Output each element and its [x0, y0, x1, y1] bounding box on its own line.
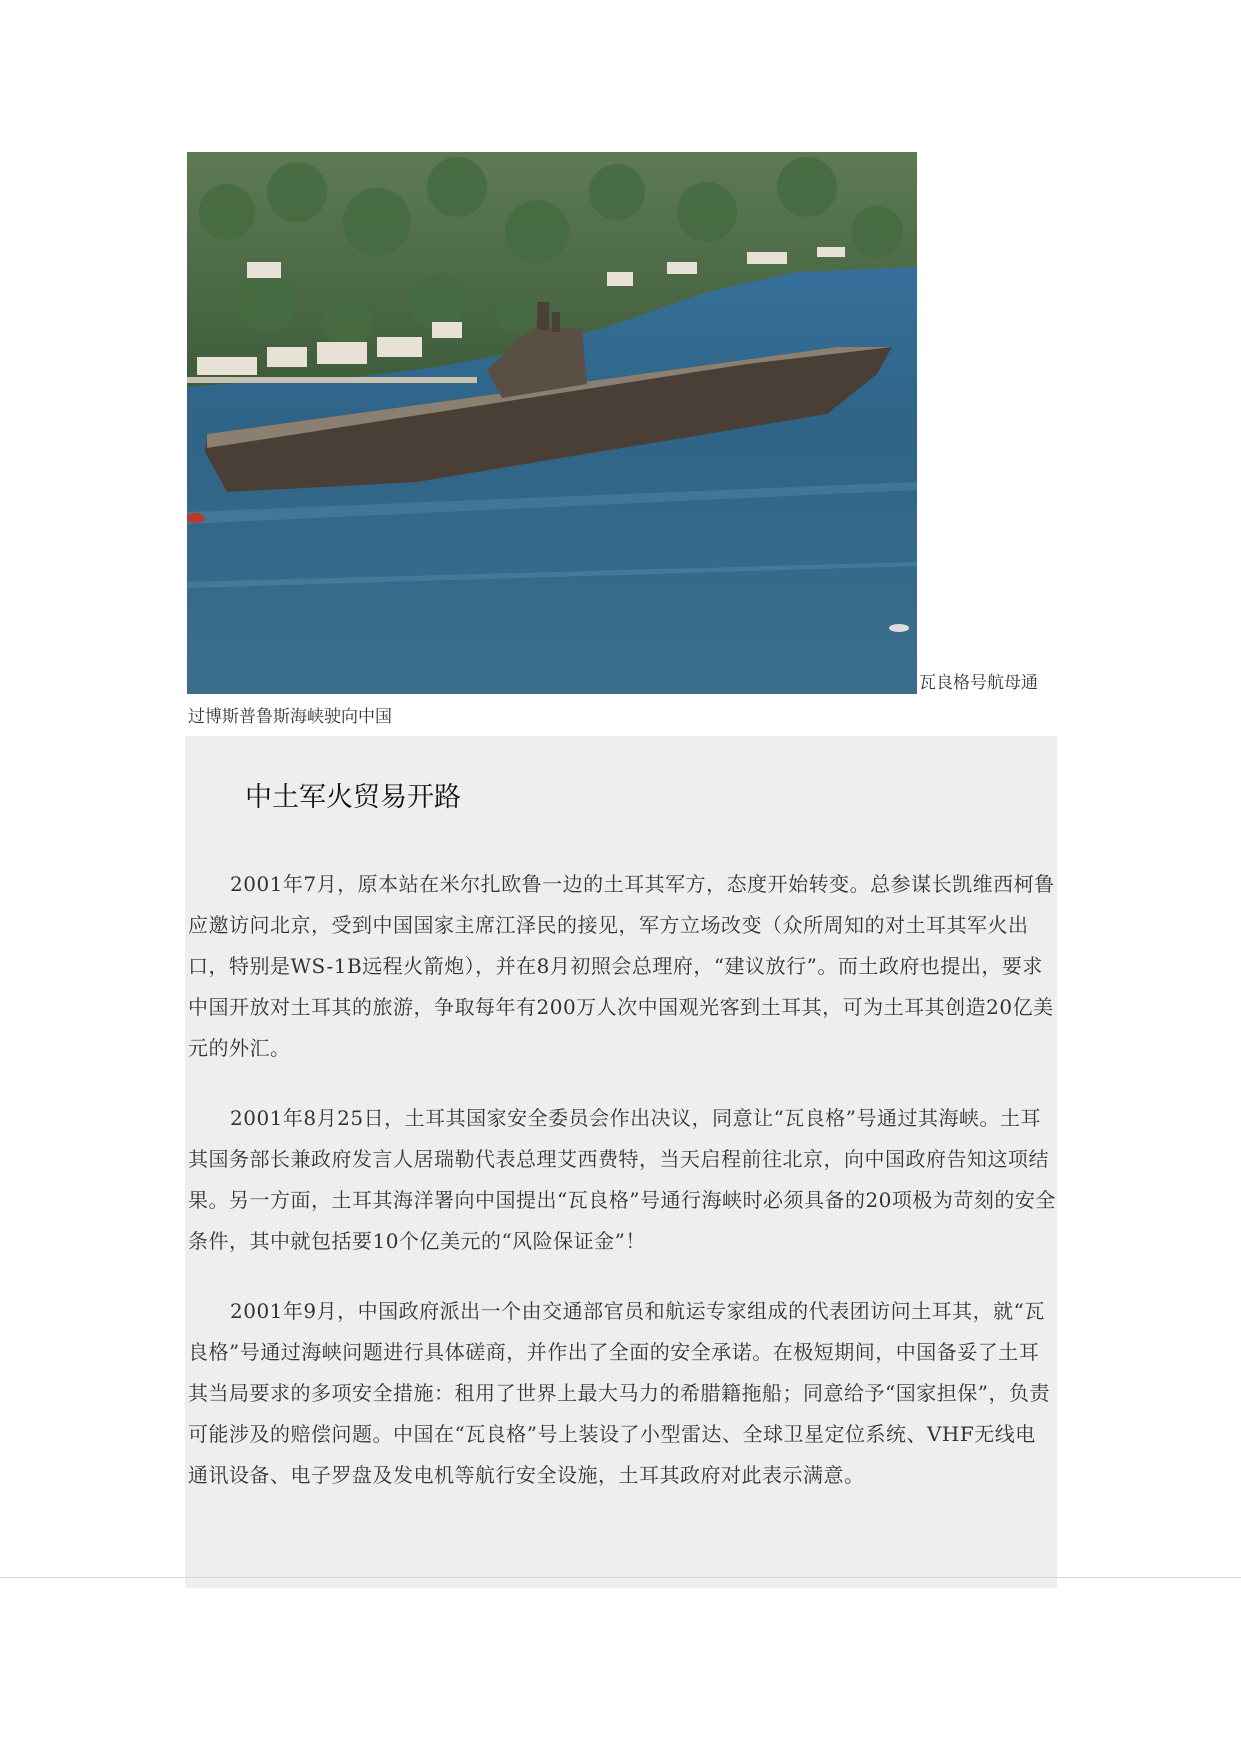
article-heading: 中土军火贸易开路 — [245, 782, 461, 813]
photo-caption-line2: 过博斯普鲁斯海峡驶向中国 — [188, 707, 392, 727]
photo-caption-line1: 瓦良格号航母通 — [919, 673, 1038, 693]
article-paragraph-2: 2001年8月25日，土耳其国家安全委员会作出决议，同意让“瓦良格”号通过其海峡。土耳其国务部长兼政府发言人居瑞勒代表总理艾西费特，当天启程前往北京，向中国政府告知这项结果。另一方面，土耳其海洋署向中国提出“瓦良格”号通行海峡时必须具备的20项极为苛刻的安全条件，其中就包括要10个亿美元的“风险保证金”！ — [188, 1106, 1056, 1253]
aircraft-carrier-photo — [187, 152, 917, 694]
article-paragraph-3: 2001年9月，中国政府派出一个由交通部官员和航运专家组成的代表团访问土耳其，就“瓦良格”号通过海峡问题进行具体磋商，并作出了全面的安全承诺。在极短期间，中国备妥了土耳其当局要求的多项安全措施：租用了世界上最大马力的希腊籍拖船；同意给予“国家担保”，负责可能涉及的赔偿问题。中国在“瓦良格”号上装设了小型雷达、全球卫星定位系统、VHF无线电通讯设备、电子罗盘及发电机等航行安全设施，土耳其政府对此表示满意。 — [188, 1299, 1050, 1487]
page-divider — [0, 1577, 1241, 1578]
article-paragraph-1: 2001年7月，原本站在米尔扎欧鲁一边的土耳其军方，态度开始转变。总参谋长凯维西柯鲁应邀访问北京，受到中国国家主席江泽民的接见，军方立场改变（众所周知的对土耳其军火出口，特别是WS-1B远程火箭炮），并在8月初照会总理府，“建议放行”。而土政府也提出，要求中国开放对土耳其的旅游，争取每年有200万人次中国观光客到土耳其，可为土耳其创造20亿美元的外汇。 — [188, 872, 1055, 1060]
